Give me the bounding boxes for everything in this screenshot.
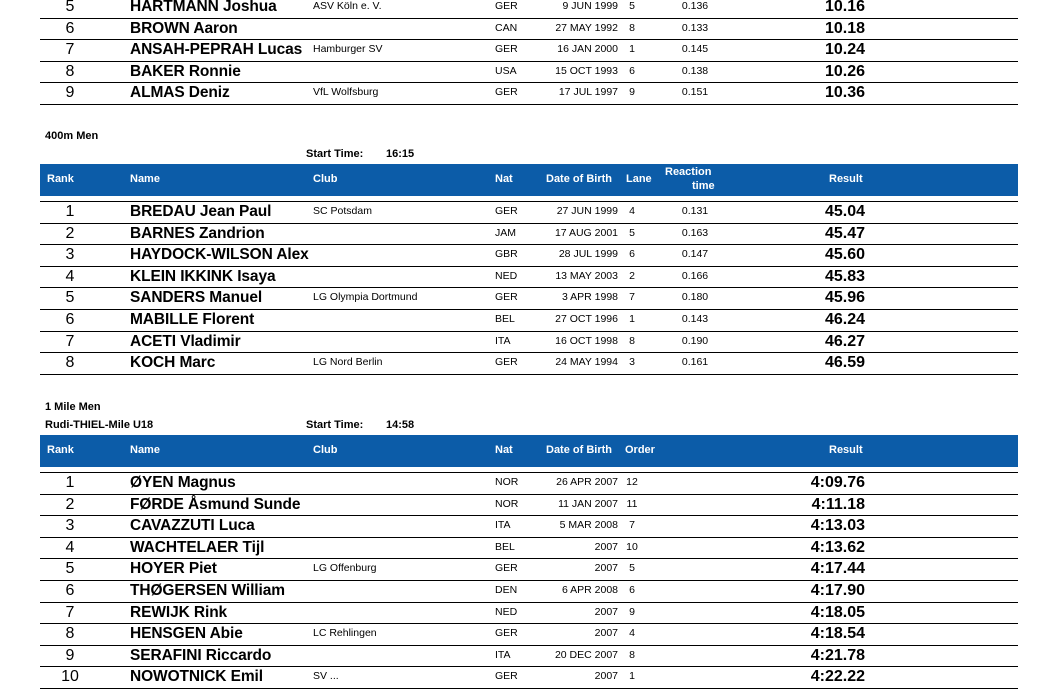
athlete-name: KLEIN IKKINK Isaya xyxy=(130,267,276,285)
header-club: Club xyxy=(313,173,338,185)
header-rank: Rank xyxy=(47,444,74,456)
rank-cell: 3 xyxy=(65,246,75,264)
date-of-birth: 26 APR 2007 xyxy=(556,476,618,488)
rank-cell: 5 xyxy=(65,560,75,578)
result-value: 10.18 xyxy=(824,19,865,37)
nationality: GER xyxy=(495,86,518,99)
rank-cell: 9 xyxy=(65,646,75,664)
start-time-mile: 14:58 xyxy=(386,419,415,431)
date-of-birth: 2007 xyxy=(594,562,618,575)
section-title-mile: 1 Mile Men xyxy=(45,401,101,413)
result-value: 4:13.03 xyxy=(810,517,865,535)
date-of-birth: 15 OCT 1993 xyxy=(555,64,618,77)
nationality: NOR xyxy=(495,497,519,510)
table-header-400m xyxy=(40,164,1018,196)
header-reaction: Reaction xyxy=(665,166,712,178)
date-of-birth: 27 OCT 1996 xyxy=(555,313,618,325)
athlete-name: MABILLE Florent xyxy=(130,311,255,328)
row-divider xyxy=(40,201,1018,202)
header-name: Name xyxy=(130,173,160,185)
athlete-name: WACHTELAER Tijl xyxy=(130,538,265,556)
date-of-birth: 2007 xyxy=(594,605,618,618)
nationality: NED xyxy=(495,269,518,282)
athlete-name: CAVAZZUTI Luca xyxy=(130,517,255,535)
header-name: Name xyxy=(130,444,160,456)
reaction-time: 0.180 xyxy=(681,291,709,304)
start-order: 4 xyxy=(629,627,635,640)
lane-number: 8 xyxy=(629,334,635,347)
start-order: 1 xyxy=(629,670,635,683)
reaction-time: 0.131 xyxy=(681,205,709,217)
result-value: 4:17.90 xyxy=(810,582,865,599)
date-of-birth: 13 MAY 2003 xyxy=(555,269,618,282)
table-row xyxy=(40,201,1018,223)
row-divider xyxy=(40,104,1018,105)
rank-cell: 5 xyxy=(65,289,75,307)
table-row xyxy=(40,309,1018,331)
rank-cell: 8 xyxy=(65,62,75,80)
start-order: 9 xyxy=(629,605,635,618)
club-name: LC Rehlingen xyxy=(313,627,377,640)
date-of-birth: 6 APR 2008 xyxy=(561,584,618,596)
athlete-name: HARTMANN Joshua xyxy=(130,0,277,15)
nationality: GBR xyxy=(495,248,518,261)
reaction-time: 0.133 xyxy=(681,21,709,34)
row-divider xyxy=(40,472,1018,473)
date-of-birth: 2007 xyxy=(594,670,618,683)
nationality: ITA xyxy=(495,519,511,532)
start-order: 8 xyxy=(629,648,635,661)
result-value: 46.24 xyxy=(824,311,865,328)
table-row xyxy=(40,352,1018,374)
result-value: 46.27 xyxy=(824,332,865,350)
lane-number: 8 xyxy=(629,21,635,34)
result-value: 10.36 xyxy=(824,84,865,102)
athlete-name: REWIJK Rink xyxy=(130,603,228,621)
rank-cell: 8 xyxy=(65,354,75,372)
date-of-birth: 16 OCT 1998 xyxy=(555,334,618,347)
athlete-name: ØYEN Magnus xyxy=(130,474,236,491)
header-lane: Lane xyxy=(626,173,652,185)
date-of-birth: 17 AUG 2001 xyxy=(554,226,618,239)
table-row xyxy=(40,515,1018,537)
date-of-birth: 5 MAR 2008 xyxy=(559,519,618,532)
nationality: ITA xyxy=(495,334,511,347)
result-value: 45.96 xyxy=(824,289,865,307)
header-rank: Rank xyxy=(47,173,74,185)
nationality: DEN xyxy=(495,584,518,596)
result-value: 4:18.54 xyxy=(810,625,865,643)
club-name: SV ... xyxy=(313,670,339,683)
lane-number: 1 xyxy=(629,313,635,325)
reaction-time: 0.161 xyxy=(681,356,709,369)
result-value: 45.60 xyxy=(824,246,865,264)
date-of-birth: 2007 xyxy=(594,627,618,640)
result-value: 4:11.18 xyxy=(811,495,865,513)
rank-cell: 1 xyxy=(65,203,75,220)
reaction-time: 0.163 xyxy=(681,226,709,239)
rank-cell: 7 xyxy=(65,41,75,59)
result-value: 4:13.62 xyxy=(810,538,865,556)
result-value: 10.24 xyxy=(824,41,865,59)
result-value: 4:18.05 xyxy=(810,603,865,621)
lane-number: 4 xyxy=(629,205,635,217)
result-value: 4:21.78 xyxy=(810,646,865,664)
table-row xyxy=(40,623,1018,645)
nationality: GER xyxy=(495,627,518,640)
nationality: GER xyxy=(495,670,518,683)
nationality: GER xyxy=(495,0,518,12)
reaction-time: 0.147 xyxy=(681,248,709,261)
rank-cell: 4 xyxy=(65,538,75,556)
table-row xyxy=(40,244,1018,266)
nationality: GER xyxy=(495,291,518,304)
athlete-name: FØRDE Åsmund Sunde xyxy=(130,495,301,513)
result-value: 10.26 xyxy=(824,62,865,80)
date-of-birth: 24 MAY 1994 xyxy=(555,356,618,369)
table-row xyxy=(40,61,1018,83)
reaction-time: 0.138 xyxy=(681,64,709,77)
reaction-time: 0.166 xyxy=(681,269,709,282)
nationality: JAM xyxy=(495,226,516,239)
athlete-name: THØGERSEN William xyxy=(130,582,285,599)
nationality: GER xyxy=(495,43,518,56)
club-name: SC Potsdam xyxy=(313,205,372,217)
result-value: 45.47 xyxy=(824,224,865,242)
header-result: Result xyxy=(829,444,863,456)
nationality: GER xyxy=(495,562,518,575)
date-of-birth: 11 JAN 2007 xyxy=(558,497,618,510)
table-row xyxy=(40,472,1018,494)
start-time-label-400m: Start Time: xyxy=(306,148,364,160)
date-of-birth: 28 JUL 1999 xyxy=(558,248,618,261)
header-nat: Nat xyxy=(495,173,513,185)
header-date-of-birth: Date of Birth xyxy=(546,444,612,456)
table-row xyxy=(40,223,1018,245)
header-club: Club xyxy=(313,444,338,456)
date-of-birth: 2007 xyxy=(594,540,618,553)
athlete-name: BREDAU Jean Paul xyxy=(130,203,272,220)
rank-cell: 6 xyxy=(65,311,75,328)
lane-number: 9 xyxy=(629,86,635,99)
table-row xyxy=(40,331,1018,353)
start-order: 6 xyxy=(629,584,635,596)
athlete-name: NOWOTNICK Emil xyxy=(130,668,263,686)
club-name: Hamburger SV xyxy=(313,43,383,56)
start-time-label-mile: Start Time: xyxy=(306,419,364,431)
table-row xyxy=(40,558,1018,580)
result-value: 45.83 xyxy=(824,267,865,285)
result-value: 46.59 xyxy=(824,354,865,372)
athlete-name: BARNES Zandrion xyxy=(130,224,265,242)
athlete-name: SERAFINI Riccardo xyxy=(130,646,272,664)
club-name: LG Nord Berlin xyxy=(313,356,383,369)
nationality: BEL xyxy=(495,540,515,553)
table-row xyxy=(40,602,1018,624)
rank-cell: 2 xyxy=(65,224,75,242)
header-nat: Nat xyxy=(495,444,513,456)
athlete-name: HOYER Piet xyxy=(130,560,217,578)
reaction-time: 0.145 xyxy=(681,43,709,56)
club-name: VfL Wolfsburg xyxy=(313,86,379,99)
header-result: Result xyxy=(829,173,863,185)
table-row xyxy=(40,82,1018,104)
nationality: GER xyxy=(495,205,518,217)
header-date-of-birth: Date of Birth xyxy=(546,173,612,185)
lane-number: 5 xyxy=(629,226,635,239)
rank-cell: 8 xyxy=(65,625,75,643)
result-value: 10.16 xyxy=(824,0,865,15)
rank-cell: 6 xyxy=(65,19,75,37)
nationality: ITA xyxy=(495,648,511,661)
table-row xyxy=(40,287,1018,309)
start-time-400m: 16:15 xyxy=(386,148,415,160)
rank-cell: 7 xyxy=(65,603,75,621)
nationality: USA xyxy=(495,64,517,77)
table-row xyxy=(40,580,1018,602)
lane-number: 3 xyxy=(629,356,635,369)
reaction-time: 0.190 xyxy=(681,334,709,347)
athlete-name: KOCH Marc xyxy=(130,354,216,372)
athlete-name: HENSGEN Abie xyxy=(130,625,243,643)
club-name: LG Olympia Dortmund xyxy=(313,291,418,304)
result-value: 4:09.76 xyxy=(810,474,865,491)
rank-cell: 6 xyxy=(65,582,75,599)
reaction-time: 0.151 xyxy=(681,86,709,99)
table-row xyxy=(40,266,1018,288)
rank-cell: 5 xyxy=(65,0,75,15)
nationality: GER xyxy=(495,356,518,369)
result-value: 4:17.44 xyxy=(810,560,865,578)
nationality: NOR xyxy=(495,476,519,488)
table-row xyxy=(40,645,1018,667)
start-order: 10 xyxy=(626,540,638,553)
date-of-birth: 9 JUN 1999 xyxy=(562,0,618,12)
table-header-mile xyxy=(40,435,1018,467)
table-row xyxy=(40,666,1018,688)
club-name: LG Offenburg xyxy=(313,562,377,575)
rank-cell: 1 xyxy=(65,474,75,491)
row-divider xyxy=(40,374,1018,375)
rank-cell: 10 xyxy=(61,668,79,686)
athlete-name: BROWN Aaron xyxy=(130,19,238,37)
athlete-name: HAYDOCK-WILSON Alex xyxy=(130,246,309,264)
date-of-birth: 17 JUL 1997 xyxy=(558,86,618,99)
rank-cell: 7 xyxy=(65,332,75,350)
start-order: 5 xyxy=(629,562,635,575)
start-order: 11 xyxy=(626,497,638,510)
table-row xyxy=(40,494,1018,516)
rank-cell: 2 xyxy=(65,495,75,513)
start-order: 7 xyxy=(629,519,635,532)
nationality: NED xyxy=(495,605,518,618)
header-reaction-time: time xyxy=(692,180,715,192)
date-of-birth: 16 JAN 2000 xyxy=(557,43,618,56)
athlete-name: ANSAH-PEPRAH Lucas xyxy=(130,41,303,59)
table-row xyxy=(40,39,1018,61)
lane-number: 7 xyxy=(629,291,635,304)
table-row xyxy=(40,0,1018,18)
athlete-name: ALMAS Deniz xyxy=(130,84,230,102)
lane-number: 1 xyxy=(629,43,635,56)
lane-number: 6 xyxy=(629,248,635,261)
rank-cell: 3 xyxy=(65,517,75,535)
reaction-time: 0.136 xyxy=(681,0,709,12)
table-row xyxy=(40,18,1018,40)
athlete-name: SANDERS Manuel xyxy=(130,289,263,307)
date-of-birth: 27 MAY 1992 xyxy=(555,21,618,34)
nationality: BEL xyxy=(495,313,515,325)
table-row xyxy=(40,537,1018,559)
reaction-time: 0.143 xyxy=(681,313,709,325)
section-subtitle-mile: Rudi-THIEL-Mile U18 xyxy=(45,419,154,431)
section-title-400m: 400m Men xyxy=(45,130,99,142)
lane-number: 6 xyxy=(629,64,635,77)
lane-number: 5 xyxy=(629,0,635,12)
date-of-birth: 3 APR 1998 xyxy=(561,291,618,304)
date-of-birth: 27 JUN 1999 xyxy=(556,205,618,217)
club-name: ASV Köln e. V. xyxy=(313,0,382,12)
rank-cell: 4 xyxy=(65,267,75,285)
rank-cell: 9 xyxy=(65,84,75,102)
date-of-birth: 20 DEC 2007 xyxy=(554,648,618,661)
nationality: CAN xyxy=(495,21,518,34)
athlete-name: ACETI Vladimir xyxy=(130,332,241,350)
lane-number: 2 xyxy=(629,269,635,282)
athlete-name: BAKER Ronnie xyxy=(130,62,241,80)
start-order: 12 xyxy=(626,476,638,488)
header-order: Order xyxy=(625,444,655,456)
result-value: 45.04 xyxy=(824,203,865,220)
result-value: 4:22.22 xyxy=(810,668,865,686)
